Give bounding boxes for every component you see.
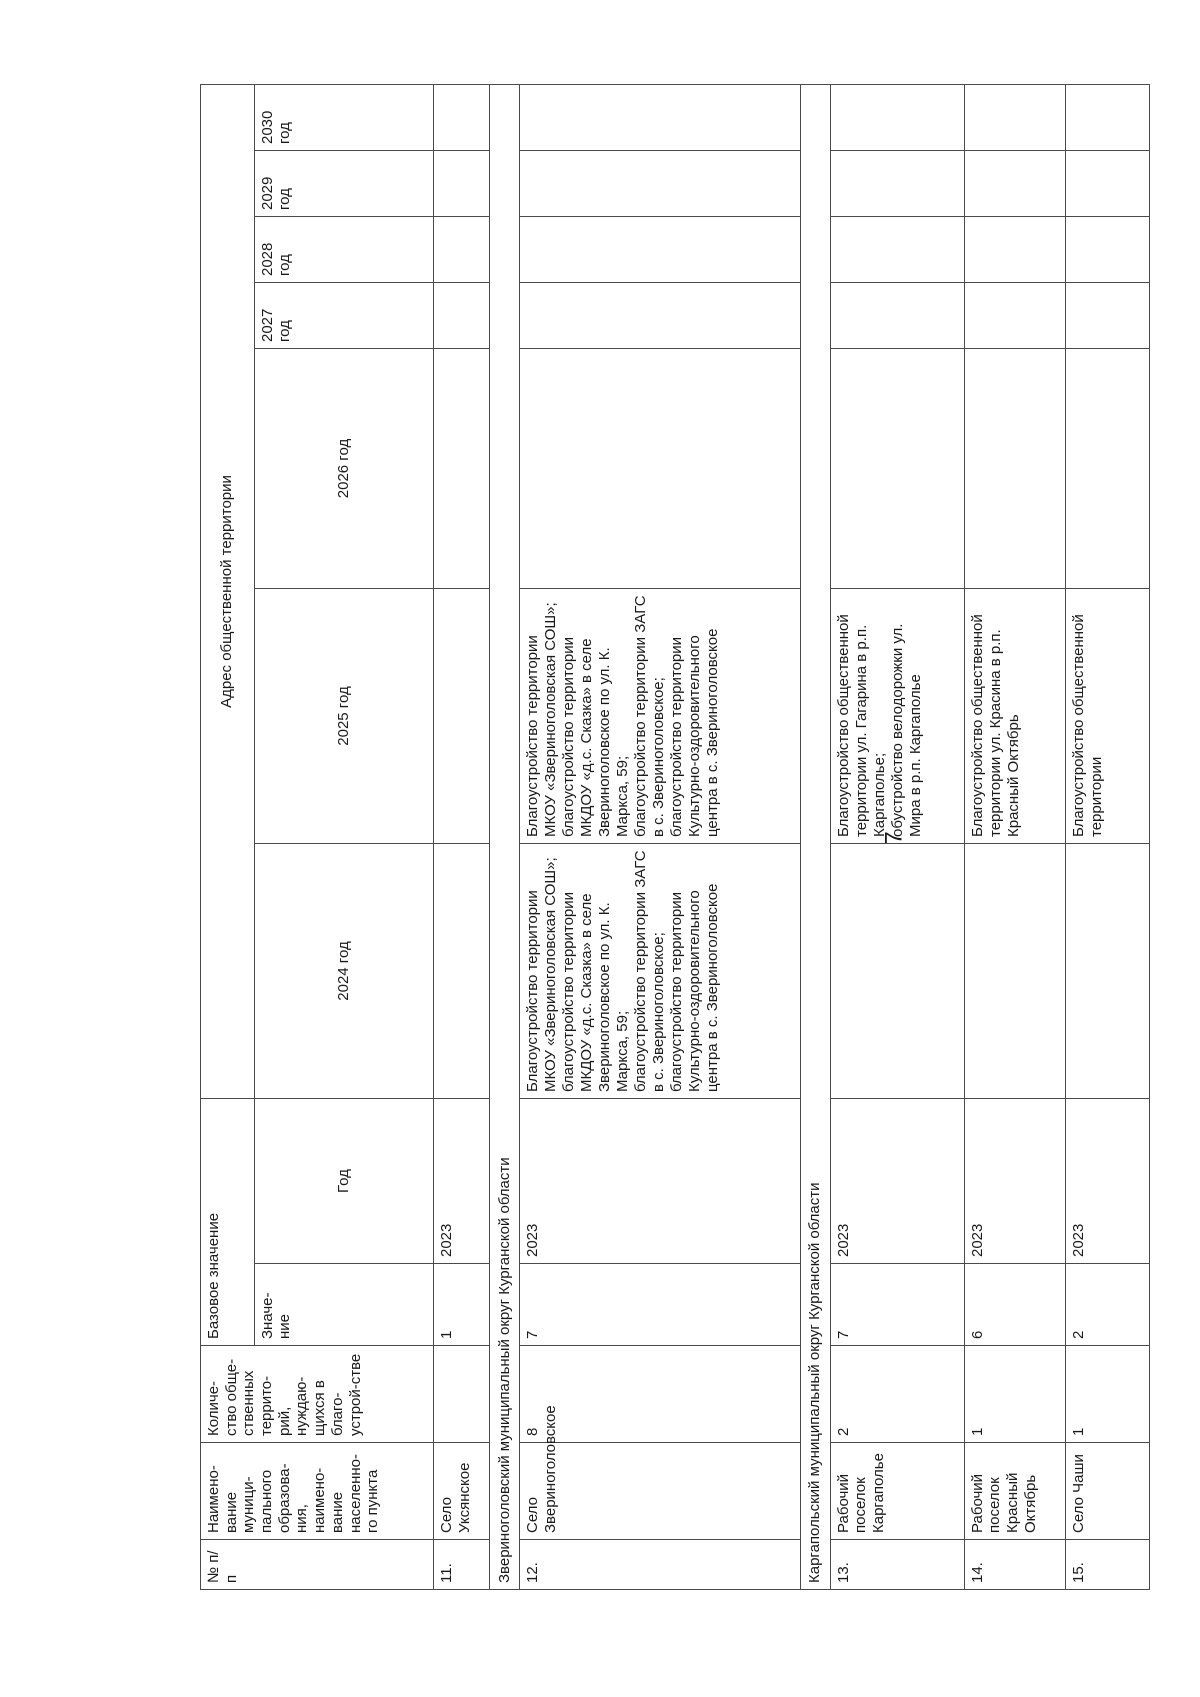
table-row — [520, 84, 801, 1589]
address-2025: Благоустройство общественной территории ул. Гагарина в р.п. Каргаполье; обустройство велодорожки ул. Мира в р.п. Каргаполье — [830, 589, 964, 844]
row-value: 1 — [434, 1264, 490, 1346]
header-base: Базовое значение — [201, 1099, 255, 1346]
table-row — [434, 84, 490, 1589]
address-2024: Благоустройство территории МКОУ «Звериноголовская СОШ»; благоустройство территории МКДОУ «д.с. Сказка» в селе Звериноголовское по ул. К. Маркса, 59; благоустройство территории ЗАГС в с. Звериноголовское; благоустройство территории Культурно-оздоровительного центра в с. Звериноголовское — [520, 844, 801, 1099]
table-row — [830, 84, 964, 1589]
header-base-year: Год — [254, 1099, 434, 1264]
rotated-table-wrapper — [200, 110, 1150, 1590]
row-num: 15. — [1066, 1540, 1150, 1590]
row-num: 12. — [520, 1540, 801, 1590]
row-year: 2023 — [1066, 1099, 1150, 1264]
row-count: 8 — [520, 1346, 801, 1443]
address-2025: Благоустройство общественной территории ул. Красина в р.п. Красный Октябрь — [964, 589, 1066, 844]
section-kargapolsky: Каргапольский муниципальный округ Курганской области — [800, 84, 830, 1589]
address-2025: Благоустройство территории МКОУ «Звериноголовская СОШ»; благоустройство территории МКДОУ «д.с. Сказка» в селе Звериноголовское по ул. К. Маркса, 59; благоустройство территории ЗАГС в с. Звериноголовское; благоустройство территории Культурно-оздоровительного центра в с. Звериноголовское — [520, 589, 801, 844]
header-2029: 2029 год — [254, 151, 434, 217]
row-value: 7 — [520, 1264, 801, 1346]
row-count: 1 — [964, 1346, 1066, 1443]
row-value: 7 — [830, 1264, 964, 1346]
header-2024: 2024 год — [254, 844, 434, 1099]
row-num: 13. — [830, 1540, 964, 1590]
row-year: 2023 — [830, 1099, 964, 1264]
address-2025: Благоустройство общественной территории — [1066, 589, 1150, 844]
table-row — [1066, 84, 1150, 1589]
row-value: 6 — [964, 1264, 1066, 1346]
section-zverinogolovsky: Звериноголовский муниципальный округ Курганской области — [490, 84, 520, 1589]
row-name: Рабочий поселок Каргаполье — [830, 1443, 964, 1540]
header-2025: 2025 год — [254, 589, 434, 844]
row-year: 2023 — [964, 1099, 1066, 1264]
row-name: Село Чаши — [1066, 1443, 1150, 1540]
row-value: 2 — [1066, 1264, 1150, 1346]
row-count — [434, 1346, 490, 1443]
header-address: Адрес общественной территории — [201, 84, 255, 1098]
header-count: Количе-ство обще-ственных террито-рий, нуждаю-щихся в благо-устрой-стве — [201, 1346, 434, 1443]
row-count: 1 — [1066, 1346, 1150, 1443]
row-num: 14. — [964, 1540, 1066, 1590]
territories-table — [200, 84, 1150, 1590]
header-2030: 2030 год — [254, 84, 434, 150]
row-name: Рабочий поселок Красный Октябрь — [964, 1443, 1066, 1540]
header-base-value: Значе-ние — [254, 1264, 434, 1346]
header-2026: 2026 год — [254, 349, 434, 589]
page-number: 7 — [880, 831, 908, 845]
header-num: № п/п — [201, 1540, 434, 1590]
row-name: Село Звериноголовское — [520, 1443, 801, 1540]
row-name: Село Уксянское — [434, 1443, 490, 1540]
header-municipality: Наимено-вание муници-пального образова-ния, наимено-вание населенно-го пункта — [201, 1443, 434, 1540]
row-count: 2 — [830, 1346, 964, 1443]
row-year: 2023 — [434, 1099, 490, 1264]
header-2027: 2027 год — [254, 283, 434, 349]
header-2028: 2028 год — [254, 217, 434, 283]
row-year: 2023 — [520, 1099, 801, 1264]
table-row — [964, 84, 1066, 1589]
row-num: 11. — [434, 1540, 490, 1590]
